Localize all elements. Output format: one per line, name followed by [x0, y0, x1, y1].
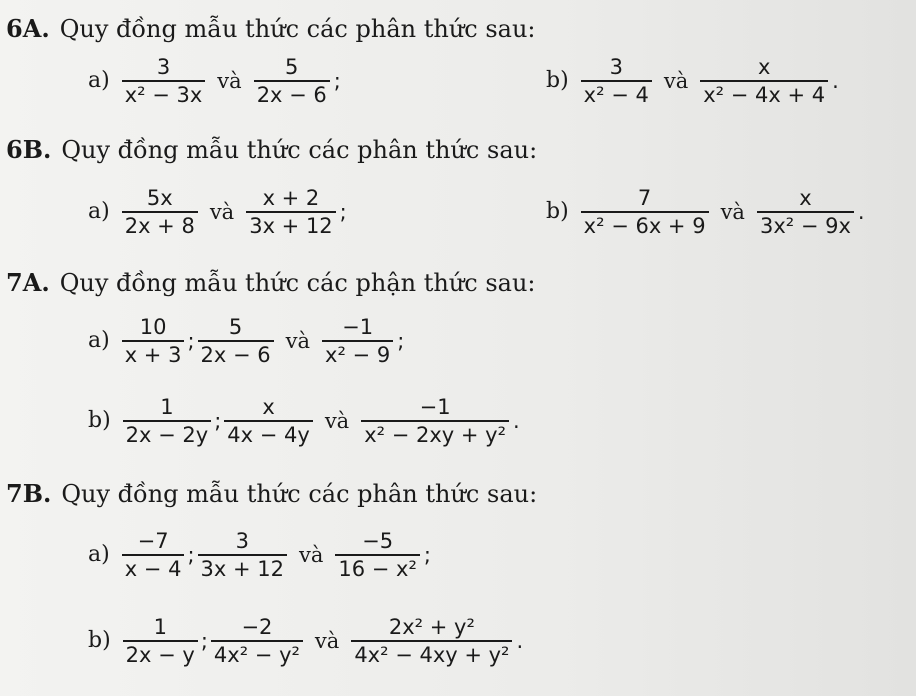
fraction-numerator: −7	[137, 529, 169, 553]
fraction-denominator: 2x + 8	[124, 213, 195, 238]
fraction	[335, 528, 420, 582]
item-label: a)	[88, 68, 110, 94]
fraction-denominator: 2x − y	[125, 642, 195, 667]
fraction-denominator: x² − 4x + 4	[703, 82, 826, 107]
conjunction-text: và	[285, 328, 311, 353]
exercise-7a-item-b	[88, 394, 520, 448]
fraction	[123, 614, 198, 668]
fraction-denominator: x² − 3x	[124, 82, 203, 107]
fraction	[198, 314, 274, 368]
fraction-numerator: 7	[637, 186, 652, 210]
exercise-number: 6A.	[6, 14, 50, 43]
fraction	[254, 54, 330, 108]
end-punctuation: .	[832, 68, 839, 93]
exercise-title: Quy đồng mẫu thức các phân thức sau:	[61, 480, 538, 508]
fraction-denominator: x + 3	[124, 342, 182, 367]
fraction-denominator: x − 4	[124, 556, 182, 581]
fraction	[581, 185, 709, 239]
fraction-numerator: 3	[609, 55, 623, 79]
end-punctuation: .	[516, 628, 524, 653]
item-label: b)	[546, 199, 569, 225]
conjunction-text: và	[663, 68, 689, 93]
end-punctuation: ;	[423, 542, 431, 567]
conjunction-text: và	[299, 542, 324, 567]
end-punctuation: ;	[397, 328, 405, 353]
fraction-denominator: 3x + 12	[249, 213, 333, 238]
fraction	[700, 54, 828, 108]
fraction-numerator: x	[757, 55, 771, 79]
fraction-numerator: 5	[285, 55, 299, 79]
fraction-numerator: −1	[419, 395, 451, 419]
fraction-numerator: x + 2	[262, 186, 320, 210]
item-label: b)	[546, 68, 569, 94]
fraction	[224, 394, 313, 448]
exercise-6a-item-a	[88, 54, 341, 108]
item-label: a)	[88, 542, 110, 568]
fraction-numerator: −5	[362, 529, 394, 553]
fraction	[351, 614, 512, 668]
fraction-numerator: −1	[342, 315, 374, 339]
fraction	[122, 185, 198, 239]
end-punctuation: ;	[339, 199, 347, 224]
fraction-numerator: x	[799, 186, 812, 210]
fraction-denominator: 2x − 2y	[125, 422, 209, 447]
fraction	[122, 314, 185, 368]
fraction-denominator: x² − 2xy + y²	[364, 422, 507, 447]
fraction-numerator: x	[262, 395, 275, 419]
separator: ;	[187, 328, 195, 353]
fraction	[198, 528, 287, 582]
fraction-denominator: 3x + 12	[200, 556, 284, 581]
fraction-numerator: 1	[153, 615, 167, 639]
fraction	[246, 185, 335, 239]
exercise-title: Quy đồng mẫu thức các phân thức sau:	[61, 136, 538, 164]
fraction-denominator: x² − 6x + 9	[583, 213, 706, 238]
exercise-number: 7B.	[6, 479, 52, 508]
fraction	[122, 54, 206, 108]
fraction-denominator: 2x − 6	[256, 82, 327, 107]
conjunction-text: và	[720, 199, 745, 224]
exercise-6b-item-b	[546, 185, 865, 239]
exercise-7a-heading	[6, 268, 536, 298]
separator: ;	[187, 542, 195, 567]
conjunction-text: và	[314, 628, 340, 653]
exercise-6a-item-b	[546, 54, 839, 108]
separator: ;	[214, 408, 222, 433]
separator: ;	[200, 628, 208, 653]
fraction-denominator: 16 − x²	[338, 556, 417, 581]
exercise-number: 6B.	[6, 135, 52, 164]
exercise-7b-item-a	[88, 528, 431, 582]
fraction	[581, 54, 652, 108]
fraction-numerator: 2x² + y²	[388, 615, 475, 639]
fraction-numerator: 1	[160, 395, 174, 419]
fraction-denominator: 4x² − y²	[213, 642, 300, 667]
exercise-title: Quy đồng mẫu thức các phận thức sau:	[59, 269, 536, 297]
fraction-denominator: x² − 4	[583, 82, 649, 107]
fraction	[123, 394, 212, 448]
fraction-numerator: 10	[139, 315, 167, 339]
fraction-denominator: 2x − 6	[200, 342, 271, 367]
item-label: a)	[88, 328, 110, 354]
fraction-denominator: 3x² − 9x	[759, 213, 851, 238]
fraction-numerator: −2	[241, 615, 273, 639]
fraction-denominator: 4x − 4y	[227, 422, 310, 447]
fraction	[122, 528, 185, 582]
fraction	[322, 314, 393, 368]
conjunction-text: và	[209, 199, 235, 224]
item-label: b)	[88, 628, 111, 654]
exercise-7b-item-b	[88, 614, 523, 668]
fraction-numerator: 3	[156, 55, 171, 79]
fraction	[211, 614, 303, 668]
item-label: b)	[88, 408, 111, 434]
end-punctuation: ;	[333, 68, 341, 93]
exercise-6b-item-a	[88, 185, 347, 239]
exercise-7a-item-a	[88, 314, 404, 368]
end-punctuation: .	[513, 408, 520, 433]
fraction	[757, 185, 854, 239]
fraction	[361, 394, 509, 448]
item-label: a)	[88, 199, 110, 225]
exercise-title: Quy đồng mẫu thức các phân thức sau:	[59, 15, 536, 43]
fraction-denominator: x² − 9	[325, 342, 391, 367]
conjunction-text: và	[324, 408, 350, 433]
fraction-numerator: 3	[235, 529, 249, 553]
exercise-7b-heading	[6, 479, 537, 509]
exercise-6a-heading	[6, 14, 536, 44]
fraction-numerator: 5x	[146, 186, 173, 210]
fraction-denominator: 4x² − 4xy + y²	[354, 642, 510, 667]
exercise-6b-heading	[6, 135, 537, 165]
end-punctuation: .	[857, 199, 865, 224]
fraction-numerator: 5	[228, 315, 243, 339]
conjunction-text: và	[217, 68, 242, 93]
exercise-number: 7A.	[6, 268, 50, 297]
